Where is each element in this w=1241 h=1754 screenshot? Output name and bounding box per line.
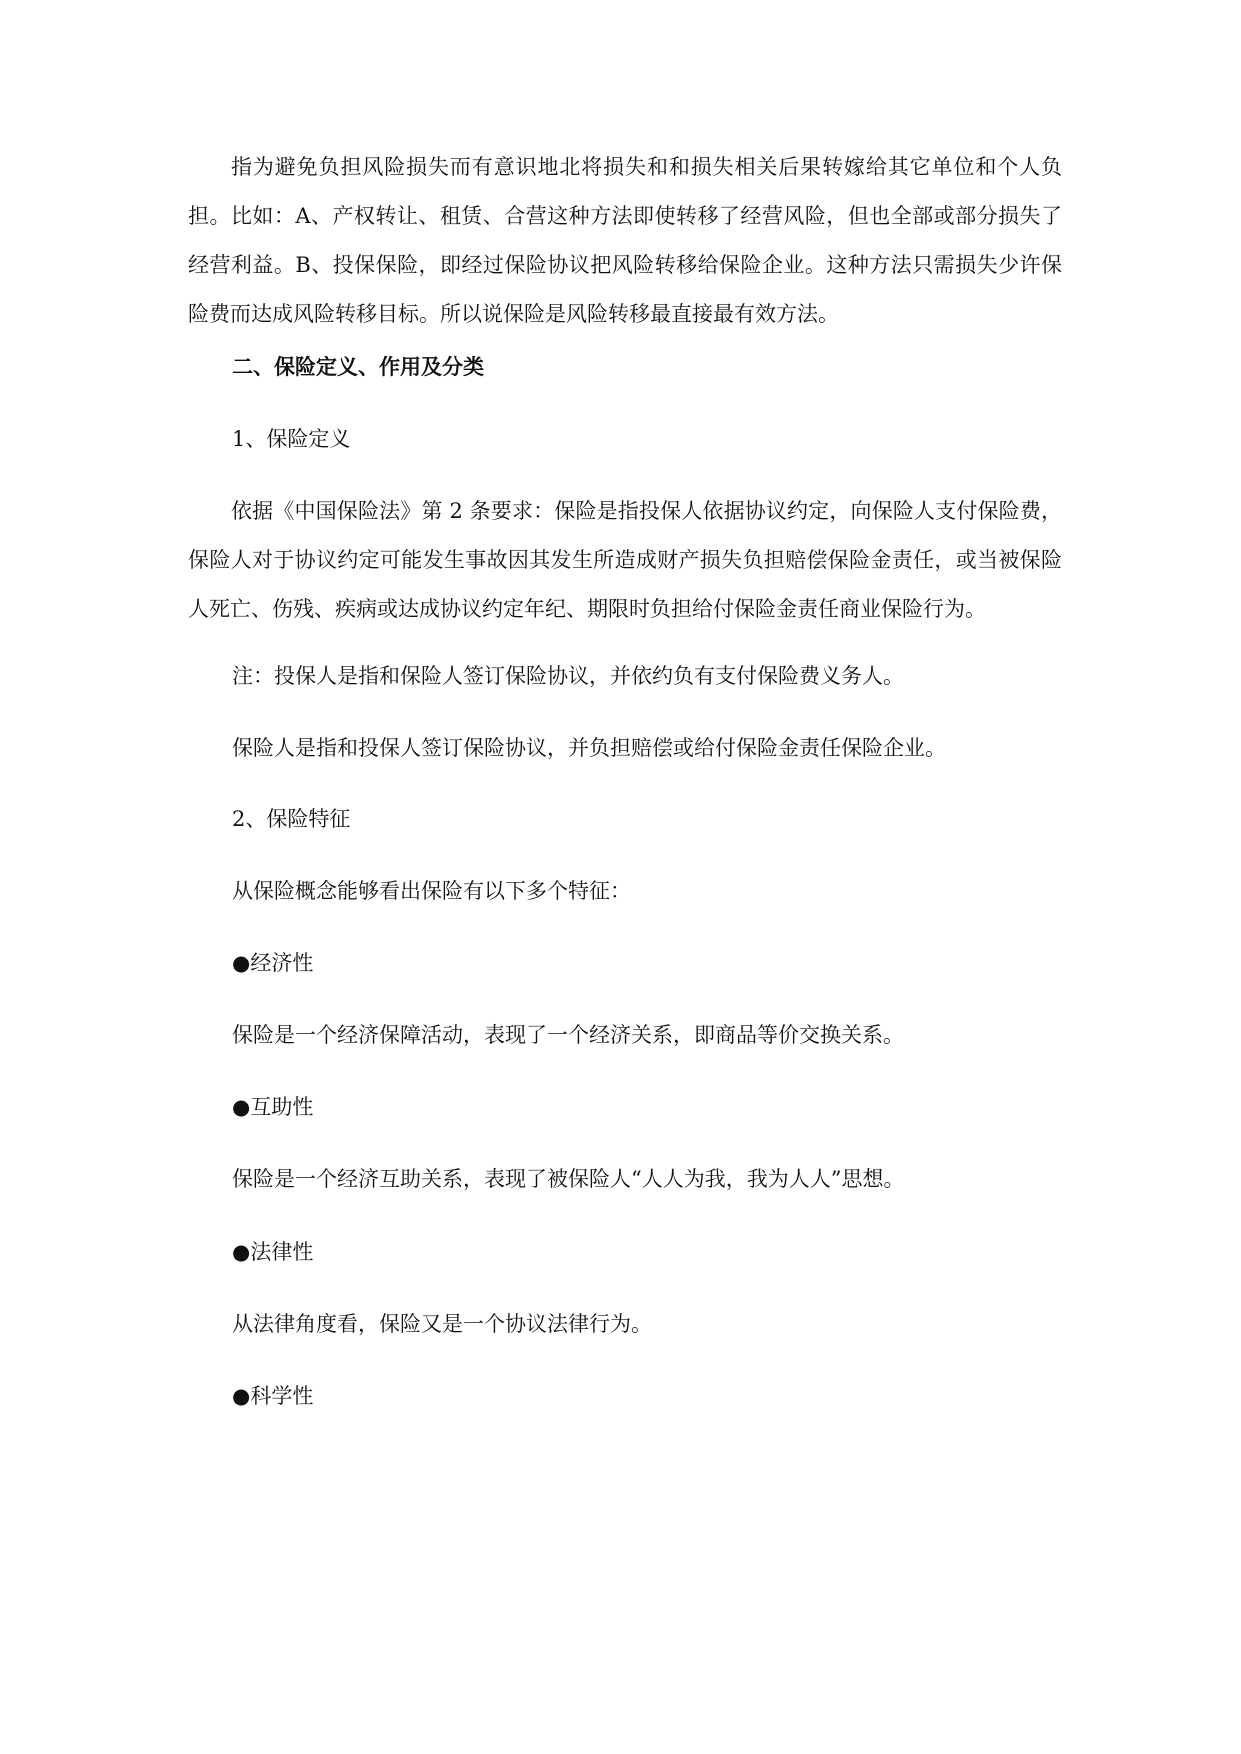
feature-title-mutual-aid: ●互助性 — [232, 1095, 314, 1119]
feature-title-scientific: ●科学性 — [232, 1384, 314, 1408]
feature-title-economic: ●经济性 — [232, 951, 314, 975]
feature-title-legal: ●法律性 — [232, 1240, 314, 1264]
features-intro: 从保险概念能够看出保险有以下多个特征： — [232, 879, 631, 903]
paragraph-risk-transfer: 指为避免负担风险损失而有意识地北将损失和和损失相关后果转嫁给其它单位和个人负担。比如：A、产权转让、租赁、合营这种方法即使转移了经营风险，但也全部或部分损失了经营利益。B、投保保险，即经过保险协议把风险转移给保险企业。这种方法只需损失少许保险费而达成风险转移目标。所以说保险是风险转移最直接最有效方法。 — [188, 155, 1062, 326]
note-insurer: 保险人是指和投保人签订保险协议，并负担赔偿或给付保险金责任保险企业。 — [232, 736, 946, 760]
paragraph-insurance-definition: 依据《中国保险法》第 2 条要求：保险是指投保人依据协议约定，向保险人支付保险费，保险人对于协议约定可能发生事故因其发生所造成财产损失负担赔偿保险金责任，或当被保险人死亡、伤残、疾病或达成协议约定年纪、期限时负担给付保险金责任商业保险行为。 — [188, 499, 1062, 621]
feature-description-legal: 从法律角度看，保险又是一个协议法律行为。 — [232, 1312, 652, 1336]
sub-heading-insurance-features: 2、保险特征 — [232, 807, 351, 831]
section-heading: 二、保险定义、作用及分类 — [232, 354, 484, 379]
note-policyholder: 注：投保人是指和保险人签订保险协议，并依约负有支付保险费义务人。 — [232, 664, 904, 688]
sub-heading-insurance-definition: 1、保险定义 — [232, 427, 351, 451]
feature-description-mutual-aid: 保险是一个经济互助关系，表现了被保险人“人人为我，我为人人”思想。 — [232, 1167, 905, 1191]
feature-description-economic: 保险是一个经济保障活动，表现了一个经济关系，即商品等价交换关系。 — [232, 1023, 904, 1047]
